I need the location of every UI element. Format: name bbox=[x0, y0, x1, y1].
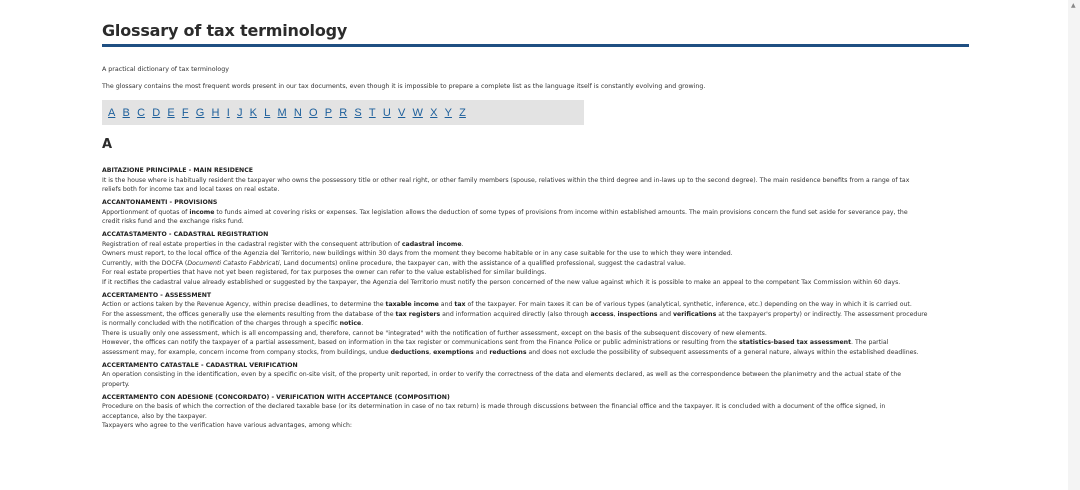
page-title: Glossary of tax terminology bbox=[102, 21, 348, 40]
letter-link-a[interactable]: A bbox=[108, 106, 116, 119]
vertical-scrollbar[interactable] bbox=[1068, 0, 1080, 490]
entry-definition-line: However, the offices can notify the taxpayer of a partial assessment, based on information in the tax register or communications sent from the Finance Police or public administrations or resulting from the statistics-based tax assessment. The partial bbox=[102, 339, 889, 346]
glossary-entry bbox=[102, 393, 968, 431]
scroll-up-icon[interactable]: ▲ bbox=[1071, 2, 1076, 9]
entry-definition-line: An operation consisting in the identification, even by a specific on-site visit, of the property unit reported, in order to verify the correctness of the data and elements declared, as well as the correspondence between the planimetry and the actual state of the bbox=[102, 371, 902, 378]
alphabet-index bbox=[102, 100, 584, 125]
entry-definition-line: is normally concluded with the notification of the charges through a specific notice. bbox=[102, 320, 364, 327]
letter-link-g[interactable]: G bbox=[195, 106, 205, 119]
letter-link-d[interactable]: D bbox=[152, 106, 161, 119]
letter-link-k[interactable]: K bbox=[249, 106, 257, 119]
letter-link-m[interactable]: M bbox=[277, 106, 287, 119]
letter-link-v[interactable]: V bbox=[397, 106, 406, 119]
letter-link-x[interactable]: X bbox=[430, 106, 438, 119]
section-letter-heading: A bbox=[102, 137, 113, 152]
glossary-entry bbox=[102, 198, 968, 227]
letter-link-p[interactable]: P bbox=[324, 106, 333, 119]
letter-link-e[interactable]: E bbox=[167, 106, 175, 119]
letter-link-i[interactable]: I bbox=[226, 106, 230, 119]
entry-term: ACCERTAMENTO CON ADESIONE (CONCORDATO) - VERIFICATION WITH ACCEPTANCE (COMPOSITION) bbox=[102, 393, 450, 401]
letter-link-y[interactable]: Y bbox=[444, 106, 452, 119]
entry-definition-line: Apportionment of quotas of income to funds aimed at covering risks or expenses. Tax legislation allows the deduction of some types of provisions from income within established amounts. The main provisions concern the fund set aside for severance pay, the bbox=[102, 208, 908, 216]
intro-subtitle: A practical dictionary of tax terminology bbox=[102, 66, 229, 73]
entry-definition-line: For the assessment, the offices generally use the elements resulting from the database of the tax registers and information acquired directly (also through access, inspections and verifications at the taxpayer's property) or indirectly. The assessment procedure bbox=[102, 310, 928, 318]
entry-term: ACCANTONAMENTI - PROVISIONS bbox=[102, 199, 218, 206]
entry-definition-line: acceptance, also by the taxpayer. bbox=[102, 412, 207, 420]
intro-description: The glossary contains the most frequent words present in our tax documents, even though it is impossible to prepare a complete list as the language itself is constantly evolving and growing. bbox=[102, 83, 706, 90]
entry-definition-line: Action or actions taken by the Revenue Agency, within precise deadlines, to determine the taxable income and tax of the taxpayer. For main taxes it can be of various types (analytical, synthetic, inference, etc.) depending on the way in which it is carried out. bbox=[102, 301, 912, 308]
entry-definition-line: assessment may, for example, concern income from company stocks, from buildings, undue deductions, exemptions and reductions and does not exclude the possibility of subsequent assessments of a general nature, always within the established deadlines. bbox=[102, 348, 919, 356]
letter-link-w[interactable]: W bbox=[412, 106, 423, 119]
entry-definition-line: Owners must report, to the local office of the Agenzia del Territorio, new buildings within 30 days from the moment they become habitable or in any case suitable for the use to which they were intended. bbox=[102, 250, 733, 257]
title-divider bbox=[102, 44, 969, 47]
glossary-entries bbox=[102, 166, 968, 434]
entry-definition-line: property. bbox=[102, 380, 130, 388]
letter-link-s[interactable]: S bbox=[354, 106, 362, 119]
entry-definition-line: Taxpayers who agree to the verification have various advantages, among which: bbox=[102, 422, 353, 429]
glossary-entry bbox=[102, 166, 968, 195]
glossary-entry bbox=[102, 230, 968, 287]
letter-link-f[interactable]: F bbox=[181, 106, 189, 119]
letter-link-o[interactable]: O bbox=[308, 106, 318, 119]
entry-definition-line: It is the house where is habitually resident the taxpayer who owns the possessory title or other real right, or other family members (spouse, relatives within the third degree and in-laws up to the second degree). The main residence benefits from a range of tax bbox=[102, 176, 910, 184]
entry-definition-line: Procedure on the basis of which the correction of the declared taxable base (or its determination in case of no tax return) is made through discussions between the financial office and the taxpayer. It is concluded with a document of the office signed, in bbox=[102, 403, 886, 410]
entry-term: ACCATASTAMENTO - CADASTRAL REGISTRATION bbox=[102, 231, 269, 238]
letter-link-u[interactable]: U bbox=[382, 106, 391, 119]
glossary-entry bbox=[102, 291, 968, 358]
letter-link-b[interactable]: B bbox=[122, 106, 130, 119]
letter-link-h[interactable]: H bbox=[211, 106, 220, 119]
entry-definition-line: reliefs both for income tax and local taxes on real estate. bbox=[102, 186, 280, 193]
letter-link-n[interactable]: N bbox=[293, 106, 302, 119]
entry-definition-line: credit risks fund and the exchange risks fund. bbox=[102, 218, 244, 225]
entry-term: ACCERTAMENTO - ASSESSMENT bbox=[102, 291, 212, 299]
entry-term: ACCERTAMENTO CATASTALE - CADASTRAL VERIFICATION bbox=[102, 361, 298, 369]
entry-definition-line: For real estate properties that have not yet been registered, for tax purposes the owner can refer to the value established for similar buildings. bbox=[102, 269, 547, 276]
letter-link-c[interactable]: C bbox=[137, 106, 146, 119]
glossary-entry bbox=[102, 361, 968, 390]
entry-definition-line: If it rectifies the cadastral value already established or suggested by the taxpayer, the Agenzia del Territorio must notify the person concerned of the new value against which it is possible to make an appeal to the competent Tax Commission within 60 days. bbox=[102, 278, 901, 286]
entry-definition-line: Currently, with the DOCFA (Documenti Catasto Fabbricati, Land documents) online procedure, the taxpayer can, with the assistance of a qualified professional, suggest the cadastral value. bbox=[102, 259, 686, 267]
letter-link-z[interactable]: Z bbox=[459, 106, 466, 119]
entry-definition-line: There is usually only one assessment, which is all encompassing and, therefore, cannot be "integrated" with the notification of further assessment, except on the basis of the subsequent discovery of new elements. bbox=[102, 329, 767, 337]
entry-term: ABITAZIONE PRINCIPALE - MAIN RESIDENCE bbox=[102, 167, 254, 174]
letter-link-l[interactable]: L bbox=[264, 106, 271, 119]
entry-definition-line: Registration of real estate properties in the cadastral register with the consequent attribution of cadastral income. bbox=[102, 240, 464, 248]
letter-link-j[interactable]: J bbox=[236, 106, 243, 119]
letter-link-t[interactable]: T bbox=[368, 106, 376, 119]
letter-link-r[interactable]: R bbox=[339, 106, 348, 119]
